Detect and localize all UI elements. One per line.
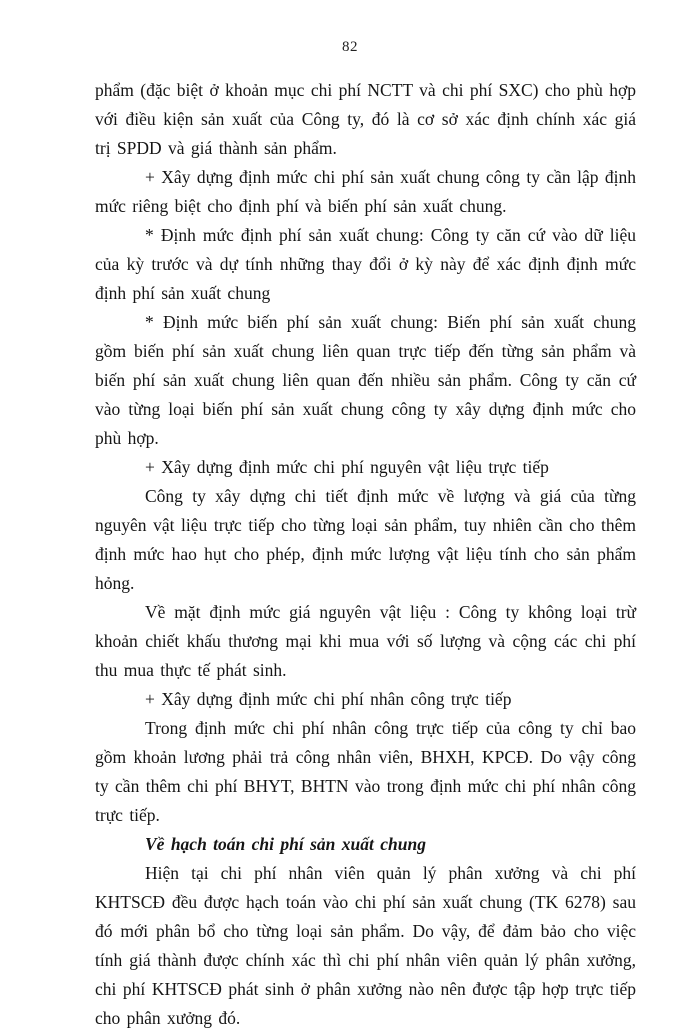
section-heading: Về hạch toán chi phí sản xuất chung <box>145 834 426 854</box>
paragraph: + Xây dựng định mức chi phí nguyên vật liệu trực tiếp <box>145 457 549 477</box>
paragraph: * Định mức định phí sản xuất chung: Công ty căn cứ vào dữ liệu của kỳ trước và dự tính những thay đổi ở kỳ này để xác định định mức định phí sản xuất chung <box>95 225 636 303</box>
paragraph-continuation: phẩm (đặc biệt ở khoản mục chi phí NCTT và chi phí SXC) cho phù hợp với điều kiện sản xuất của Công ty, đó là cơ sở xác định chính xác giá trị SPDD và giá thành sản phẩm. <box>95 80 636 158</box>
paragraph: Công ty xây dựng chi tiết định mức về lượng và giá của từng nguyên vật liệu trực tiếp cho từng loại sản phẩm, tuy nhiên cần cho thêm định mức hao hụt cho phép, định mức lượng vật liệu tính cho sản phẩm hỏng. <box>95 486 636 593</box>
paragraph: * Định mức biến phí sản xuất chung: Biến phí sản xuất chung gồm biến phí sản xuất chung liên quan trực tiếp đến từng sản phẩm và biến phí sản xuất chung liên quan đến nhiều sản phẩm. Công ty căn cứ vào từng loại biến phí sản xuất chung công ty xây dựng định mức cho phù hợp. <box>95 312 636 448</box>
page-number: 82 <box>342 39 358 55</box>
paragraph: + Xây dựng định mức chi phí sản xuất chung công ty cần lập định mức riêng biệt cho định phí và biến phí sản xuất chung. <box>95 167 636 216</box>
paragraph: + Xây dựng định mức chi phí nhân công trực tiếp <box>145 689 512 709</box>
paragraph: Về mặt định mức giá nguyên vật liệu : Công ty không loại trừ khoản chiết khấu thương mại khi mua với số lượng và cộng các chi phí thu mua thực tế phát sinh. <box>95 602 636 680</box>
paragraph: Hiện tại chi phí nhân viên quản lý phân xưởng và chi phí KHTSCĐ đều được hạch toán vào chi phí sản xuất chung (TK 6278) sau đó mới phân bổ cho từng loại sản phẩm. Do vậy, để đảm bảo cho việc tính giá thành được chính xác thì chi phí nhân viên quản lý phân xưởng, chi phí KHTSCĐ phát sinh ở phân xưởng nào nên được tập hợp trực tiếp cho phân xưởng đó. <box>95 863 636 1028</box>
paragraph: Trong định mức chi phí nhân công trực tiếp của công ty chỉ bao gồm khoản lương phải trả công nhân viên, BHXH, KPCĐ. Do vậy công ty cần thêm chi phí BHYT, BHTN vào trong định mức chi phí nhân công trực tiếp. <box>95 718 636 825</box>
page-content <box>0 76 700 1033</box>
